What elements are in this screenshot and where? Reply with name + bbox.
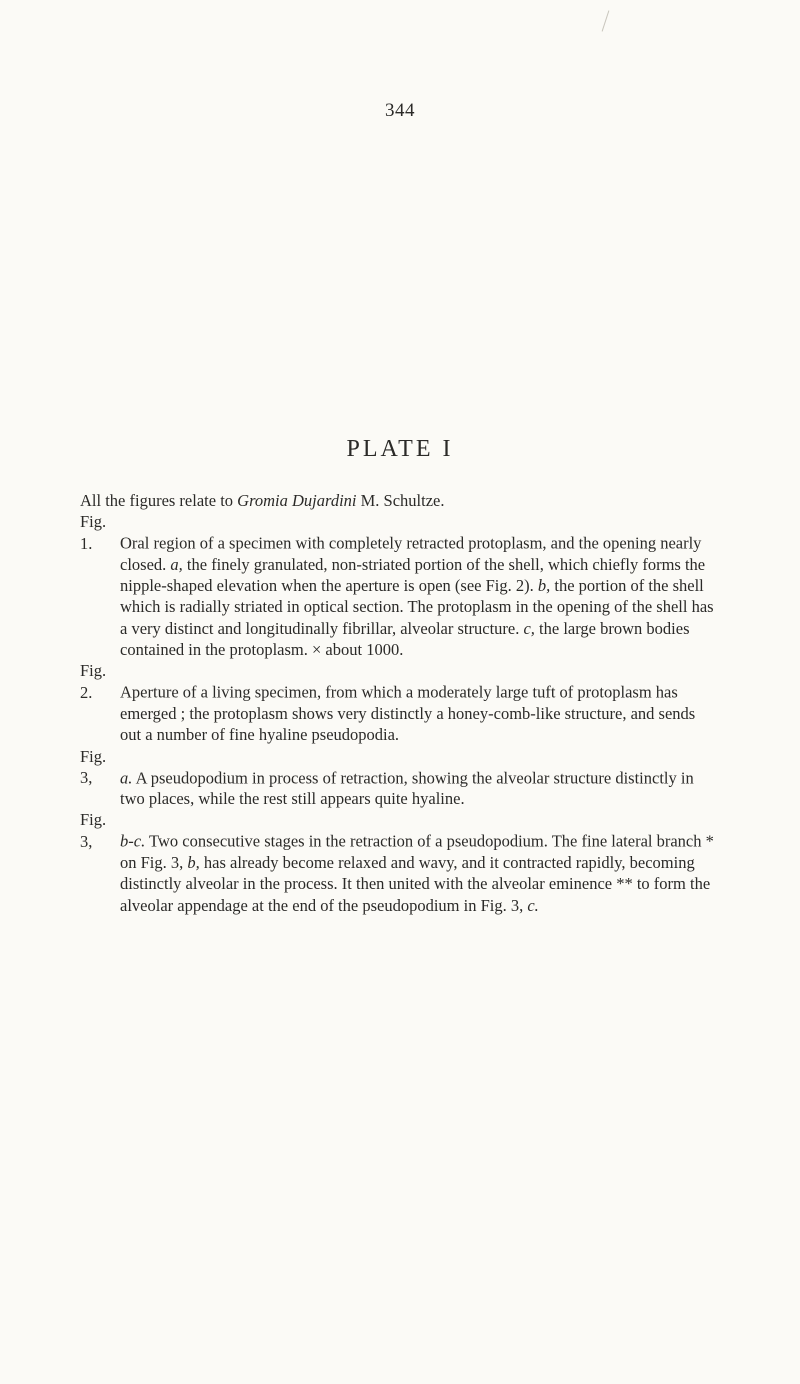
figure-label: Fig. 1.	[80, 512, 107, 553]
figure-entry	[80, 660, 720, 745]
intro-authority: M. Schultze.	[356, 491, 445, 510]
plate-title: PLATE I	[346, 436, 454, 462]
intro-text: All the figures relate to	[80, 491, 238, 510]
scan-mark	[602, 10, 610, 31]
caption-intro	[80, 490, 720, 511]
page-number: 344	[385, 100, 415, 121]
plate-caption	[80, 490, 720, 916]
figure-ref-letter: b,	[187, 853, 200, 873]
figure-ref-letter: a.	[120, 767, 133, 787]
figure-label: Fig. 3,	[80, 746, 107, 787]
figure-text: Two consecutive stages in the retraction of a pseudopodium. The fine lateral branch * on Fig. 3,	[120, 831, 714, 873]
figure-text: Oral region of a specimen with completely retracted protoplasm, and the opening nearly closed.	[120, 533, 702, 574]
figure-list	[80, 511, 720, 916]
figure-entry	[80, 746, 720, 810]
figure-label: Fig. 2.	[80, 661, 107, 702]
figure-ref-letter: a,	[170, 554, 183, 574]
figure-ref-letter: c.	[527, 895, 539, 915]
figure-text: the finely granulated, non-striated portion of the shell, which chiefly forms the nipple-shaped elevation when the aperture is open (see Fig. 2).	[120, 554, 706, 596]
species-name: Gromia Dujardini	[237, 491, 357, 510]
figure-text: A pseudopodium in process of retraction, showing the alveolar structure distinctly in two places, while the rest still appears quite hyaline.	[120, 767, 694, 809]
figure-text: has already become relaxed and wavy, and it contracted rapidly, becoming distinctly alveolar in the process. It then united with the alveolar eminence ** to form the alveolar appendage at the end of the pseudopodium in Fig. 3,	[120, 853, 711, 915]
figure-label: Fig. 3,	[80, 810, 107, 851]
figure-ref-letter: b-c.	[120, 831, 146, 851]
figure-entry	[80, 511, 720, 660]
figure-entry	[80, 809, 720, 915]
figure-ref-letter: b,	[537, 576, 551, 596]
figure-text: Aperture of a living specimen, from which a moderately large tuft of protoplasm has emerged ; the protoplasm shows very distinctly a honey-comb-like structure, and sends out a number of fine hyaline pseudopodia.	[120, 682, 696, 745]
figure-text: the large brown bodies contained in the protoplasm. × about 1000.	[120, 618, 690, 660]
figure-ref-letter: c,	[523, 618, 535, 638]
figure-text: the portion of the shell which is radially striated in optical section. The protoplasm in the opening of the shell has a very distinct and longitudinally fibrillar, alveolar structure.	[120, 576, 714, 638]
